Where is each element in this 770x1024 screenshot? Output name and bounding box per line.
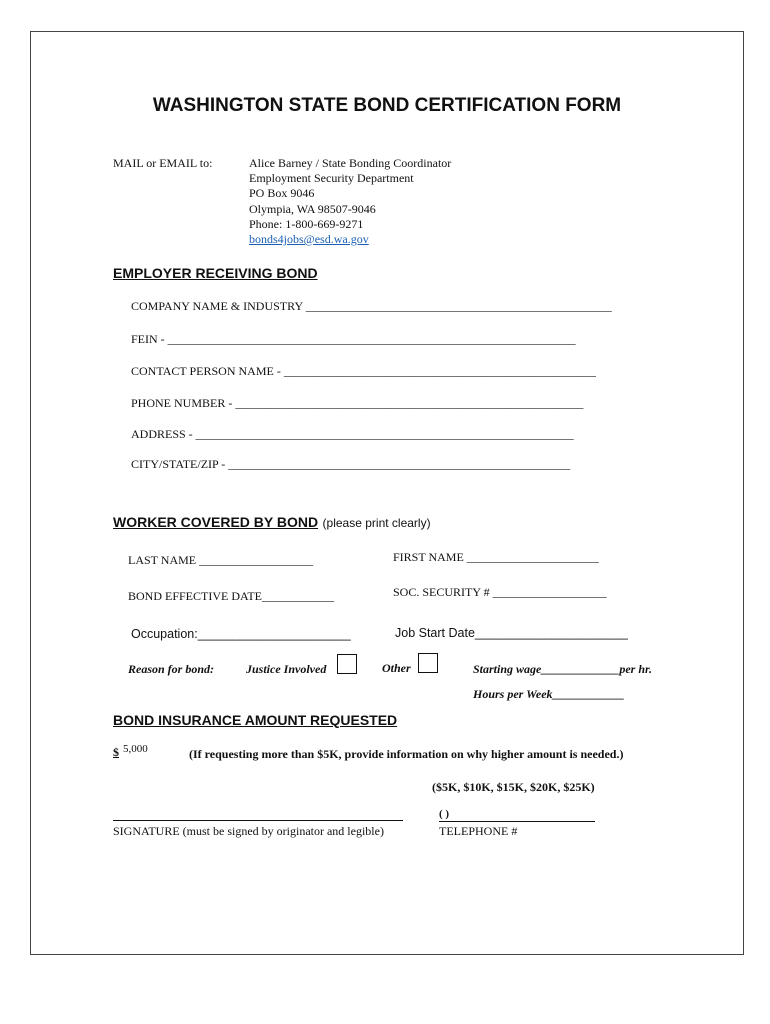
amount-options: ($5K, $10K, $15K, $20K, $25K) [432,780,595,794]
amount-value[interactable]: 5,000 [123,743,148,755]
other-checkbox[interactable] [418,653,438,673]
address-field[interactable]: ADDRESS - _______________________________________________________________ [131,427,574,441]
amount-row [113,743,148,761]
company-name-field[interactable]: COMPANY NAME & INDUSTRY ___________________________________________________ [131,299,612,313]
first-name-field[interactable]: FIRST NAME ______________________ [393,550,599,564]
amount-note: (If requesting more than $5K, provide information on why higher amount is needed.) [189,747,624,761]
bond-effective-date-field[interactable]: BOND EFFECTIVE DATE____________ [128,589,334,603]
city-state-zip-field[interactable]: CITY/STATE/ZIP - _________________________________________________________ [131,457,571,471]
mail-label: MAIL or EMAIL to: [113,156,213,170]
mail-line: Alice Barney / State Bonding Coordinator [249,156,452,170]
signature-line[interactable] [113,820,403,821]
justice-involved-checkbox[interactable] [337,654,357,674]
contact-person-field[interactable]: CONTACT PERSON NAME - ____________________________________________________ [131,364,596,378]
justice-involved-label: Justice Involved [246,662,327,676]
worker-note: (please print clearly) [322,516,431,530]
dollar-sign: $ [113,745,119,759]
last-name-field[interactable]: LAST NAME ___________________ [128,553,314,567]
hours-per-week-field[interactable]: Hours per Week____________ [473,687,625,701]
phone-number-field[interactable]: PHONE NUMBER - __________________________________________________________ [131,396,584,410]
telephone-label: TELEPHONE # [439,824,518,838]
ssn-field[interactable]: SOC. SECURITY # ___________________ [393,585,607,599]
worker-heading: WORKER COVERED BY BOND [113,514,319,530]
other-label: Other [382,661,411,675]
insurance-heading: BOND INSURANCE AMOUNT REQUESTED [113,712,398,728]
fein-field[interactable]: FEIN - ____________________________________________________________________ [131,332,576,346]
mail-line: Phone: 1-800-669-9271 [249,216,364,231]
form-title: WASHINGTON STATE BOND CERTIFICATION FORM [152,95,622,116]
telephone-paren: ( ) [439,808,450,820]
employer-heading: EMPLOYER RECEIVING BOND [113,265,318,281]
telephone-line[interactable] [439,821,595,822]
mail-line: PO Box 9046 [249,186,315,201]
mail-address-block [249,156,451,247]
mail-line: Olympia, WA 98507-9046 [249,201,376,216]
occupation-field[interactable]: Occupation:______________________ [131,627,351,641]
worker-heading-row [113,514,431,532]
email-link[interactable]: bonds4jobs@esd.wa.gov [249,232,369,247]
job-start-date-field[interactable]: Job Start Date______________________ [395,626,628,640]
reason-label: Reason for bond: [128,662,215,676]
starting-wage-field[interactable]: Starting wage_____________per hr. [473,662,653,676]
mail-line: Employment Security Department [249,171,414,186]
form-page [30,31,744,955]
signature-label: SIGNATURE (must be signed by originator and legible) [113,824,384,838]
